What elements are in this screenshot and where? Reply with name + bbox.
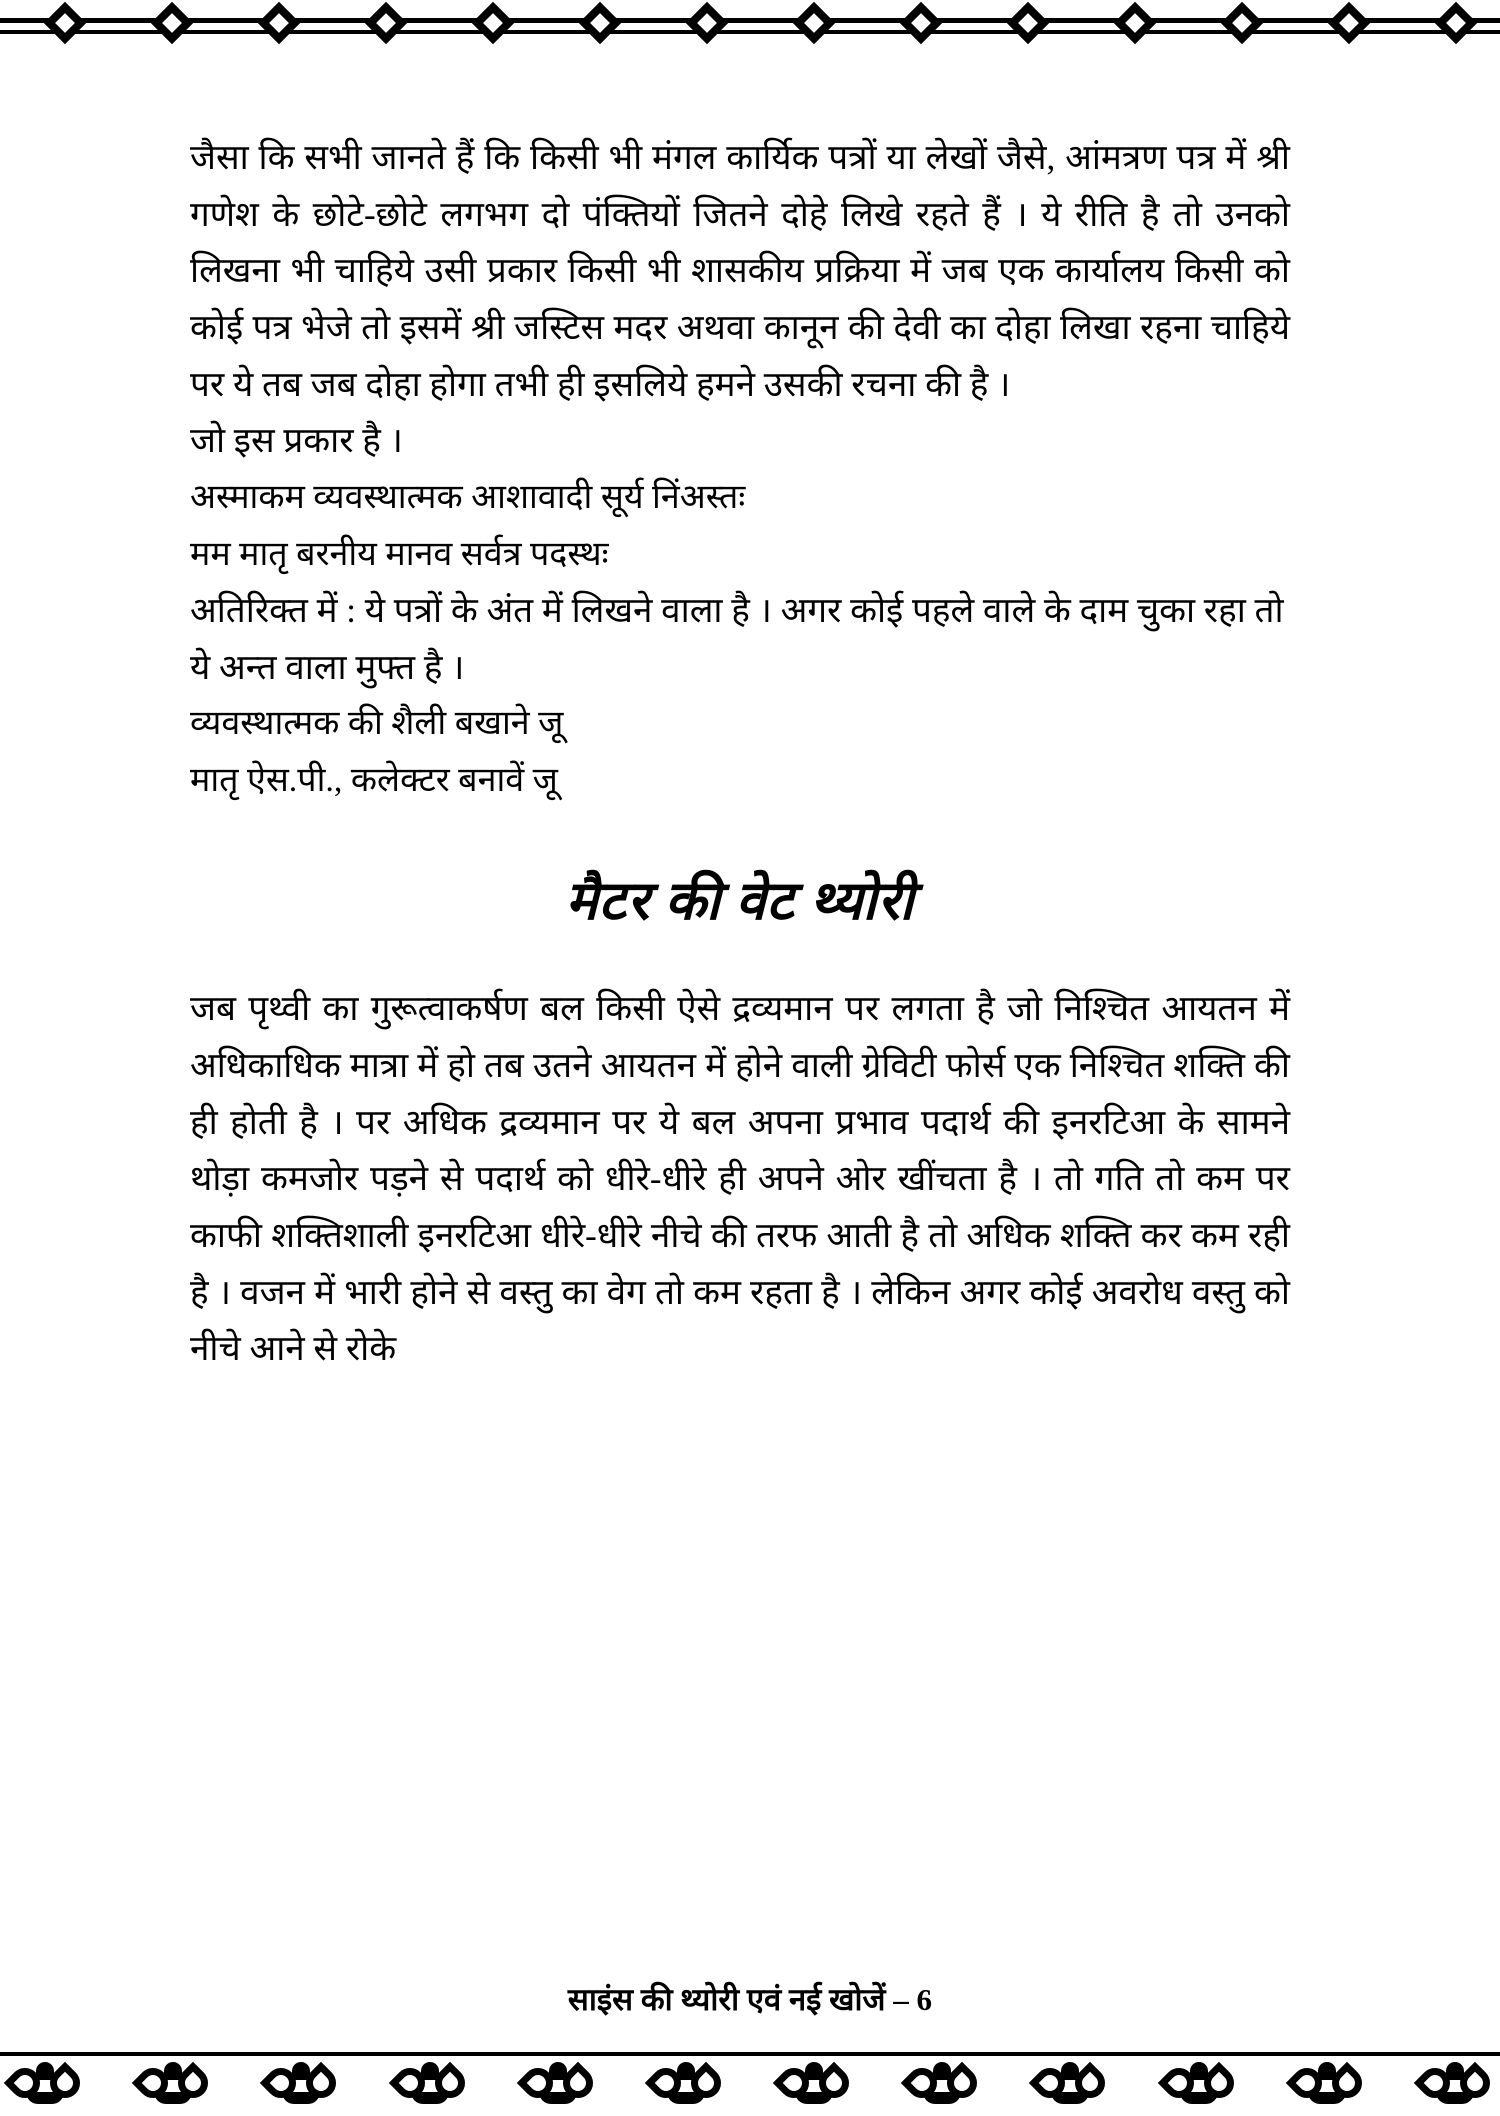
paragraph-lead-in: जो इस प्रकार है । [190, 421, 403, 461]
flourish-icon [264, 2060, 338, 2106]
diamond-icon [900, 2, 942, 44]
flourish-icon [649, 2060, 723, 2106]
paragraph-note: अतिरिक्त में : ये पत्रों के अंत में लिखने वाला है । अगर कोई पहले वाले के दाम चुका रहा तो ये अन्त वाला मुफ्त है । [190, 591, 1284, 687]
flourish-icon [1418, 2060, 1492, 2106]
diamond-icon [258, 2, 300, 44]
diamond-icon [579, 2, 621, 44]
diamond-icon [44, 2, 86, 44]
bottom-ornament-border [0, 2046, 1500, 2116]
top-ornament-border [0, 0, 1500, 56]
verse-line-1: अस्माकम व्यवस्थात्मक आशावादी सूर्य निंअस्तः [190, 479, 746, 517]
flourish-icon [393, 2060, 467, 2106]
verse-line-2: मम मातृ बरनीय मानव सर्वत्र पदस्थः [190, 535, 609, 573]
flourish-icon [905, 2060, 979, 2106]
flourish-icon [521, 2060, 595, 2106]
diamond-icon [1328, 2, 1370, 44]
diamond-icon [1007, 2, 1049, 44]
paragraph-section-body: जब पृथ्वी का गुरूत्वाकर्षण बल किसी ऐसे द्रव्यमान पर लगता है जो निश्चित आयतन में अधिकाधिक मात्रा में हो तब उतने आयतन में होने वाली ग्रेविटी फोर्स एक निश्चित शक्ति की ही होती है । पर अधिक द्रव्यमान पर ये बल अपना प्रभाव पदार्थ की इनरटिआ के सामने थोड़ा कमजोर पड़ने से पदार्थ को धीरे-धीरे ही अपने ओर खींचता है । तो गति तो कम पर काफी शक्तिशाली इनरटिआ धीरे-धीरे नीचे की तरफ आती है तो अधिक शक्ति कर कम रही है । वजन में भारी होने से वस्तु का वेग तो कम रहता है । लेकिन अगर कोई अवरोध वस्तु को नीचे आने से रोके [190, 989, 1290, 1369]
bottom-rule [0, 2052, 1500, 2056]
diamond-icon [151, 2, 193, 44]
diamond-icon [686, 2, 728, 44]
page-footer: साइंस की थ्योरी एवं नई खोजें – 6 [567, 1982, 933, 2017]
flourish-icon [1290, 2060, 1364, 2106]
diamond-icon [1114, 2, 1156, 44]
flourish-ornament-row [0, 2060, 1500, 2112]
page-content [190, 130, 1290, 1378]
signature-line-1: व्यवस्थात्मक की शैली बखाने जू [190, 705, 564, 743]
signature-line-2: मातृ ऐस.पी., कलेक्टर बनावें जू [190, 761, 558, 799]
diamond-icon [793, 2, 835, 44]
paragraph-intro: जैसा कि सभी जानते हैं कि किसी भी मंगल कार्यिक पत्रों या लेखों जैसे, आंमत्रण पत्र में श्री गणेश के छोटे-छोटे लगभग दो पंक्तियों जितने दोहे लिखे रहते हैं । ये रीति है तो उनको लिखना भी चाहिये उसी प्रकार किसी भी शासकीय प्रक्रिया में जब एक कार्यालय किसी को कोई पत्र भेजे तो इसमें श्री जस्टिस मदर अथवा कानून की देवी का दोहा लिखा रहना चाहिये पर ये तब जब दोहा होगा तभी ही इसलिये हमने उसकी रचना की है । [190, 138, 1290, 404]
diamond-ornament-row [0, 0, 1500, 56]
diamond-icon [472, 2, 514, 44]
flourish-icon [8, 2060, 82, 2106]
diamond-icon [365, 2, 407, 44]
section-title: मैटर की वेट थ्योरी [565, 871, 915, 932]
flourish-icon [777, 2060, 851, 2106]
flourish-icon [136, 2060, 210, 2106]
flourish-icon [1033, 2060, 1107, 2106]
flourish-icon [1162, 2060, 1236, 2106]
diamond-icon [1221, 2, 1263, 44]
diamond-icon [1435, 2, 1477, 44]
